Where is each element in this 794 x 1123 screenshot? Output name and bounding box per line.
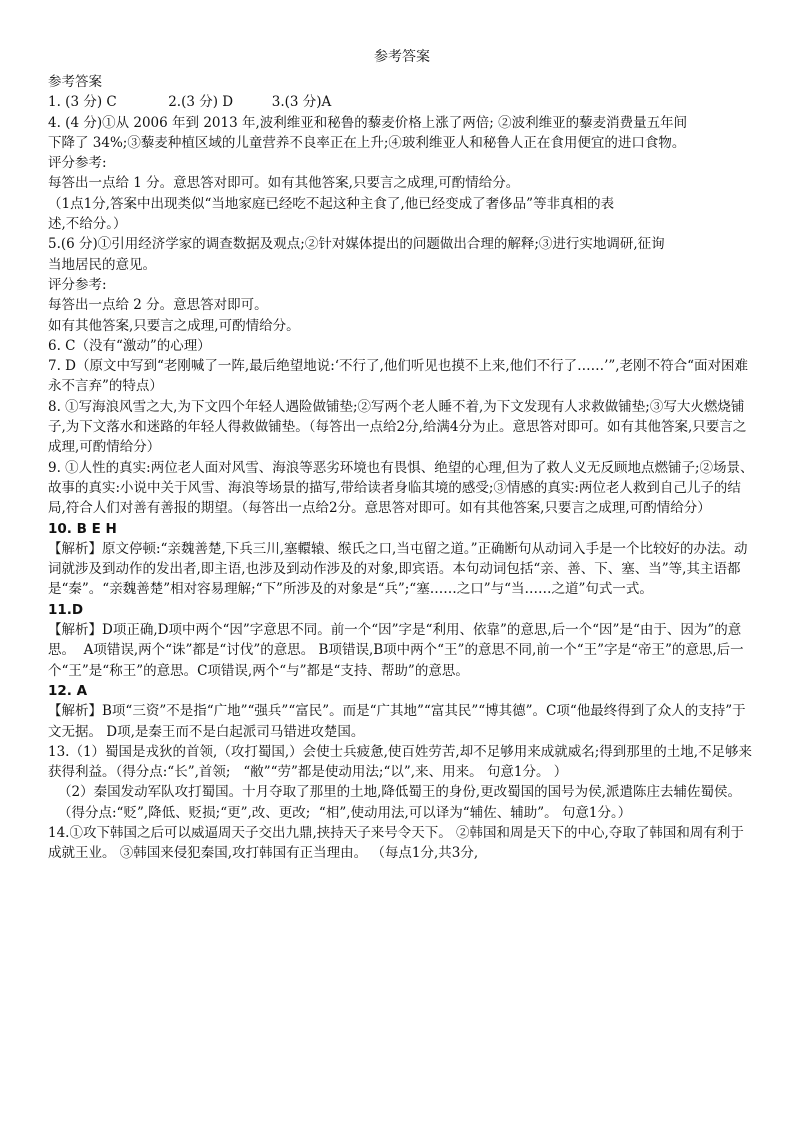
analysis-12: 【解析】B项“三资”不是指“广地”“强兵”“富民”。而是“广其地”“富其民”“博其德”。C项“他最终得到了众人的支持”于文无据。 D项,是秦王而不是白起派司马错进攻楚国。 xyxy=(48,703,746,740)
analysis-10: 【解析】原文停顿:“亲魏善楚,下兵三川,塞轘辕、缑氏之口,当屯留之道。”正确断句从动词入手是一个比较好的办法。动词就涉及到动作的发出者,即主语,也涉及到动作涉及的对象,即宾语。本句动词包括“亲、善、下、塞、当”等,其主语都是“秦”。“亲魏善楚”相对容易理解;“下”所涉及的对象是“兵”;“塞……之口”与“当……之道”句式一式。 xyxy=(48,540,748,598)
answer-9: 9. ①人性的真实:两位老人面对风雪、海浪等恶劣环境也有畏惧、绝望的心理,但为了救人义无反顾地点燃铺子;②场景、故事的真实:小说中关于风雪、海浪等场景的描写,带给读者身临其境的感受;③情感的真实:两位老人救到自己儿子的结局,符合人们对善有善报的期望。（每答出一点给2分。意思答对即可。如有其他答案,只要言之成理,可酌情给分） xyxy=(48,459,754,517)
scoring-text: 每答出一点给 2 分。意思答对即可。 xyxy=(48,297,268,314)
scoring-heading: 评分参考: xyxy=(48,276,107,293)
answer-document xyxy=(48,46,756,864)
answer-5-cont: 当地居民的意见。 xyxy=(48,256,156,273)
answer-7: 7. D（原文中写到“老刚喊了一阵,最后绝望地说:‘不行了,他们听见也摸不上来,他们不行了……’”,老刚不符合“面对困难永不言弃”的特点） xyxy=(48,358,748,395)
scoring-note-cont: 述,不给分。） xyxy=(48,216,127,233)
answer-6: 6. C（没有“激动”的心理） xyxy=(48,337,211,354)
answer-1-3: 1. (3 分) C 2.(3 分) D 3.(3 分)A xyxy=(48,94,332,111)
answer-5: 5.(6 分)①引用经济学家的调查数据及观点;②针对媒体提出的问题做出合理的解释;③进行实地调研,征询 xyxy=(48,236,665,253)
answer-13-2: （2）秦国发动军队攻打蜀国。十月夺取了那里的土地,降低蜀王的身份,更改蜀国的国号为侯,派遣陈庄去辅佐蜀侯。（得分点:“贬”,降低、贬损;“更”,改、更改; “相”,使动用法,可以译为“辅佐、辅助”。 句意1分。） xyxy=(58,784,741,821)
answer-10: 10. B E H xyxy=(48,520,117,537)
answer-4-cont: 下降了 34%;③藜麦种植区域的儿童营养不良率正在上升;④玻利维亚人和秘鲁人正在食用便宜的进口食物。 xyxy=(48,134,686,151)
scoring-text: 每答出一点给 1 分。意思答对即可。如有其他答案,只要言之成理,可酌情给分。 xyxy=(48,175,520,192)
page-title: 参考答案 xyxy=(374,49,430,65)
answer-11: 11.D xyxy=(48,601,84,618)
scoring-text: 如有其他答案,只要言之成理,可酌情给分。 xyxy=(48,317,300,334)
answer-13-1: 13.（1）蜀国是戎狄的首领,（攻打蜀国,）会使士兵疲惫,使百姓劳苦,却不足够用来成就威名;得到那里的土地,不足够来获得利益。（得分点:“长”,首领; “敝”“劳”都是使动用法;“以”,来、用来。 句意1分。 ） xyxy=(48,743,753,781)
answer-14: 14.①攻下韩国之后可以威逼周天子交出九鼎,挟持天子来号令天下。 ②韩国和周是天下的中心,夺取了韩国和周有利于成就王业。 ③韩国来侵犯秦国,攻打韩国有正当理由。 （每点1分,共3分, xyxy=(48,824,744,862)
answer-12: 12. A xyxy=(48,682,88,699)
scoring-note: （1点1分,答案中出现类似“当地家庭已经吃不起这种主食了,他已经变成了奢侈品”等非真相的表 xyxy=(48,195,615,212)
answer-8: 8. ①写海浪风雪之大,为下文四个年轻人遇险做铺垫;②写两个老人睡不着,为下文发现有人求救做铺垫;③写大火燃烧铺子,为下文落水和迷路的年轻人得救做铺垫。（每答出一点给2分,给满4分为止。意思答对即可。如有其他答案,只要言之成理,可酌情给分） xyxy=(48,398,747,456)
scoring-heading: 评分参考: xyxy=(48,155,107,172)
section-heading: 参考答案 xyxy=(48,74,102,90)
answer-4: 4. (4 分)①从 2006 年到 2013 年,波利维亚和秘鲁的藜麦价格上涨了两倍; ②波利维亚的藜麦消费量五年间 xyxy=(48,114,688,131)
analysis-11: 【解析】D项正确,D项中两个“因”字意思不同。前一个“因”字是“利用、依靠”的意思,后一个“因”是“由于、因为”的意思。 A项错误,两个“诛”都是“讨伐”的意思。 B项错误,B项中两个“王”的意思不同,前一个“王”字是“帝王”的意思,后一个“王”是“称王”的意思。C项错误,两个“与”都是“支持、帮助”的意思。 xyxy=(48,622,744,679)
